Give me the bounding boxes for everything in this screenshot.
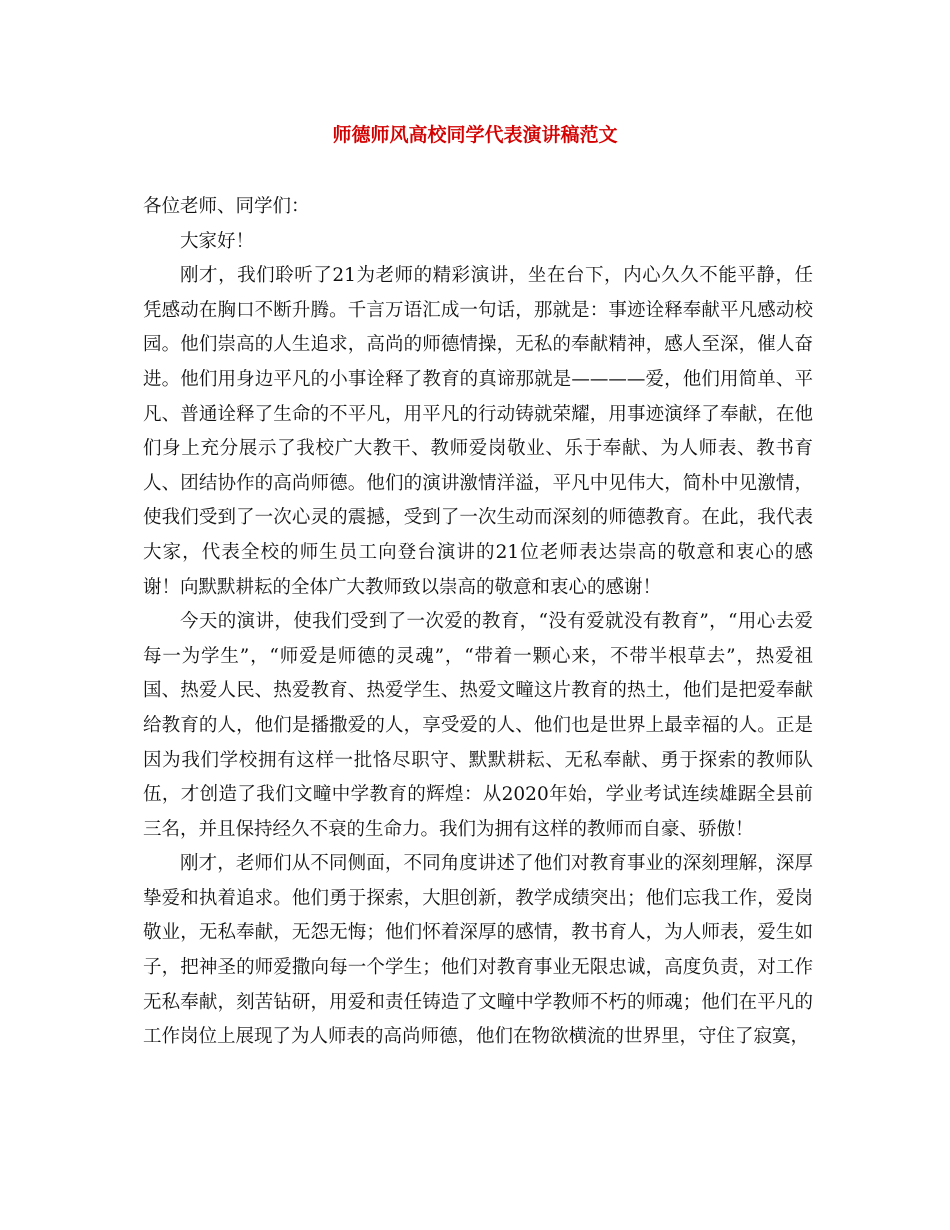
greeting: 大家好！ (180, 230, 255, 252)
document-body (143, 190, 813, 1055)
paragraph-1: 刚才，我们聆听了21为老师的精彩演讲，坐在台下，内心久久不能平静，任凭感动在胸口不断升腾。千言万语汇成一句话，那就是：事迹诠释奉献平凡感动校园。他们崇高的人生追求，高尚的师德情操，无私的奉献精神，感人至深，催人奋进。他们用身边平凡的小事诠释了教育的真谛那就是————爱，他们用简单、平凡、普通诠释了生命的不平凡，用平凡的行动铸就荣耀，用事迹演绎了奉献，在他们身上充分展示了我校广大教干、教师爱岗敬业、乐于奉献、为人师表、教书育人、团结协作的高尚师德。他们的演讲激情洋溢，平凡中见伟大，简朴中见激情，使我们受到了一次心灵的震撼，受到了一次生动而深刻的师德教育。在此，我代表大家，代表全校的师生员工向登台演讲的21位老师表达崇高的敬意和衷心的感谢！向默默耕耘的全体广大教师致以崇高的敬意和衷心的感谢！ (143, 265, 813, 598)
salutation: 各位老师、同学们： (143, 196, 310, 217)
paragraph-3: 刚才，老师们从不同侧面，不同角度讲述了他们对教育事业的深刻理解，深厚挚爱和执着追求。他们勇于探索，大胆创新，教学成绩突出；他们忘我工作，爱岗敬业，无私奉献，无怨无悔；他们怀着深厚的感情，教书育人，为人师表，爱生如子，把神圣的师爱撒向每一个学生；他们对教育事业无限忠诚，高度负责，对工作无私奉献，刻苦钻研，用爱和责任铸造了文疃中学教师不朽的师魂；他们在平凡的工作岗位上展现了为人师表的高尚师德，他们在物欲横流的世界里，守住了寂寞， (143, 853, 813, 1048)
paragraph-2: 今天的演讲，使我们受到了一次爱的教育，“没有爱就没有教育”，“用心去爱每一为学生”，“师爱是师德的灵魂”，“带着一颗心来，不带半根草去”，热爱祖国、热爱人民、热爱教育、热爱学生、热爱文疃这片教育的热土，他们是把爱奉献给教育的人，他们是播撒爱的人，享受爱的人、他们也是世界上最幸福的人。正是因为我们学校拥有这样一批恪尽职守、默默耕耘、无私奉献、勇于探索的教师队伍，才创造了我们文疃中学教育的辉煌：从2020年始，学业考试连续雄踞全县前三名，并且保持经久不衰的生命力。我们为拥有这样的教师而自豪、骄傲！ (143, 611, 813, 840)
document-title: 师德师风高校同学代表演讲稿范文 (332, 124, 618, 146)
